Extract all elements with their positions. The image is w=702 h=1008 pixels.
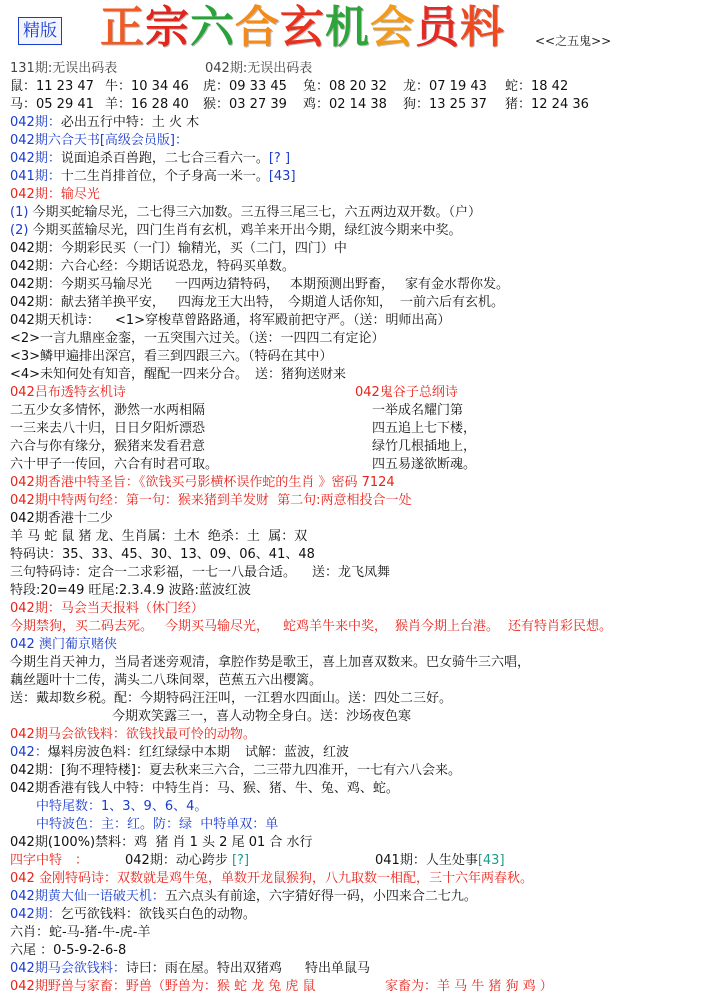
verse-part: 一四两边猜特码， [175,277,280,292]
macau-line [0,672,702,690]
horse-report-part: 猴肖今期上台港。 [395,619,500,634]
tianshu-result: [? ] [268,151,291,166]
title-char: 机 [325,2,370,53]
wong-tai-sin-text: 五六点头有前途，六字猜好得一码，小四来合二七九。 [164,889,477,904]
poem-row [0,420,702,438]
horse-report-line [0,618,702,636]
title-char: 员 [415,2,460,53]
two-lines-line [0,492,702,510]
hk12-poem: 三句特码诗：定合一二求彩福，一七一八最合适。 [10,565,297,580]
title-char: 会 [370,2,415,53]
title-char: 料 [460,2,505,53]
tianshu-entry [10,150,290,168]
hk12-formula: 特码诀：35、33、45、30、13、09、06、41、48 [10,547,315,562]
six-tails-line [0,942,702,960]
tianshu-title-line [0,132,702,150]
hk-decree-line [0,474,702,492]
title-char: 合 [235,2,280,53]
six-zodiac: 六肖：蛇-马-猪-牛-虎-羊 [10,925,151,940]
beggar [10,906,256,924]
code-cell: 狗：13 25 37 [403,97,487,112]
domestic-animals: 家畜为：羊 马 牛 猪 狗 鸡 ） [385,979,553,994]
rich-tail-line [0,798,702,816]
rich-wave-line [0,816,702,834]
poem-titles [0,384,702,402]
beggar-text: 乞丐欲钱料：欲钱买白色的动物。 [60,907,256,922]
xinjing-text: 042期：六合心经：今期话说恐龙，特码买单数。 [10,259,295,274]
item-number: (2) [10,223,29,238]
beasts-line [0,978,702,996]
poem-riddle-label: 042期马会欲钱料： [10,961,126,976]
code-cell: 鼠：11 23 47 [10,79,94,94]
caimin-text: 042期：今期彩民买（一门）输精光，买（二门，四门）中 [10,241,347,256]
six-zodiac-line [0,924,702,942]
tianshu-result: [43] [268,169,296,184]
poem-riddle-extra: 特出单鼠马 [305,961,371,976]
macau-title: 042 澳门葡京赌侠 [10,637,117,652]
code-cell: 羊：16 28 40 [105,97,189,112]
verse-part: 042期：今期买马输尽光 [10,277,152,292]
macau-line [0,690,702,708]
page-subtitle: <<之五鬼>> [535,34,612,48]
shujinguang-title-line [0,186,702,204]
money-riddle: 042期马会欲钱料：欲钱找最可怜的动物。 [10,727,256,742]
issue-label: 042期： [10,907,61,922]
issue-label: 041期： [375,853,426,868]
macau-verse: 今期生肖天神力，当局者迷旁观清，拿腔作势是歌王，喜上加喜双数来。巴女骑牛三六唱， [10,655,531,670]
lubu-poem-verse: 二五少女多情怀，渺然一水两相隔 [10,403,206,418]
guiguzi-poem-verse: 绿竹几根插地上， [372,439,477,454]
four-char-previous [375,852,505,870]
poem-row [0,456,702,474]
issue-label: 041期： [10,169,61,184]
hk12-poem-gift: 送：龙飞凤舞 [312,565,391,580]
lubu-poem-verse: 六合与你有缘分，猴猪来发看君意 [10,439,206,454]
code-cell: 猪：12 24 36 [505,97,589,112]
five-elements [10,114,199,132]
tianshu-entry [10,168,296,186]
tianshu-text: 说面追杀百兽跑，二七合三看六一。 [60,151,269,166]
poem-riddle [10,960,282,978]
four-char-current [125,852,249,870]
shujinguang-text: 今期买蓝输尽光，四门生肖有玄机，鸡羊来开出今期，绿红波今期来中奖。 [28,223,462,238]
title-char: 玄 [280,2,325,53]
poem-row [0,402,702,420]
rich-wave: 中特波色：主：红。防：绿 中特单双：单 [36,817,279,832]
four-char-previous-result: [43] [477,853,505,868]
tianshu-title: 042期六合天书[高级会员版]： [10,133,188,148]
code-table-headings [0,60,702,78]
macau-verse: 今期欢笑露三一，喜人动物全身白。送：沙场夜色寒 [112,709,412,724]
code-table-heading-right: 042期:无误出码表 [205,61,313,76]
horse-report-part: 还有特肖彩民想。 [508,619,613,634]
guiguzi-poem-verse: 四五易遂欲断魂。 [372,457,477,472]
four-char-current-text: 动心跨步 [175,853,232,868]
horse-report-title: 042期：马会当天报料（休门经） [10,601,204,616]
code-cell: 牛：10 34 46 [105,79,189,94]
item-number: (1) [10,205,29,220]
beggar-line [0,906,702,924]
tianji-poem-line [0,312,702,330]
tianji-poem-gift: 送：猪狗送财来 [255,367,347,382]
shujinguang-entry [10,204,481,222]
six-tails: 六尾 ：0-5-9-2-6-8 [10,943,127,958]
wave-color-hint: 试解：蓝波，红波 [245,745,350,760]
horse-report-title-line [0,600,702,618]
vajra-poem: 042 金刚特码诗：双数就是鸡牛兔，单数开龙鼠猴狗，八九取数一相配，三十六年两春秋。 [10,871,533,886]
tianshu-item [0,150,702,168]
guiguzi-poem-verse: 一举成名耀门第 [372,403,464,418]
lubu-poem-title: 042吕布透特玄机诗 [10,385,126,400]
hk12-poem-line [0,564,702,582]
wave-color-text: 爆料房波色料：红红绿绿中本期 [47,745,230,760]
shujinguang-item [0,204,702,222]
code-cell: 鸡：02 14 38 [303,97,387,112]
guiguzi-poem-verse: 四五追上七下楼， [372,421,477,436]
xinjing-line [0,258,702,276]
tianji-poem-verse: <1>穿梭草曾路路通，将军殿前把守严。（送：明师出高） [115,313,451,328]
hk12-segment: 特段:20=49 旺尾:2.3.4.9 波路:蓝波红波 [10,583,251,598]
four-char-separator: ： [75,853,89,868]
macau-verse: 藕丝题叶十二传，满头二八珠间翠，芭蕉五六出樱篱。 [10,673,323,688]
money-riddle-line [0,726,702,744]
code-cell: 虎：09 33 45 [203,79,287,94]
tianshu-item [0,168,702,186]
macau-line [0,654,702,672]
shujinguang-entry [10,222,462,240]
horse-report-part: 蛇鸡羊牛来中奖， [283,619,388,634]
title-char: 正 [100,2,145,53]
issue-label: 042期： [125,853,176,868]
code-cell: 猴：03 27 39 [203,97,287,112]
shujinguang-title: 042期：输尽光 [10,187,100,202]
poem-row [0,438,702,456]
tianji-poem-line [0,366,702,384]
pig-sheep-line [0,294,702,312]
wong-tai-sin-label: 042期黄大仙一语破天机： [10,889,165,904]
rich-title: 042期香港有钱人中特：中特生肖：马、猴、猪、牛、兔、鸡、蛇。 [10,781,399,796]
code-cell: 蛇：18 42 [505,79,569,94]
macau-line [0,708,702,726]
vajra-line [0,870,702,888]
code-table-heading-left: 131期:无误出码表 [10,61,118,76]
edition-badge: 精版 [18,17,62,45]
tianji-poem-label: 042期天机诗： [10,313,100,328]
rich-tail: 中特尾数：1、3、9、6、4。 [36,799,208,814]
goubuli-line [0,762,702,780]
ban-line [0,834,702,852]
lubu-poem-verse: 一三来去八十归，日日夕阳炘漂恐 [10,421,206,436]
issue-label: 042： [10,745,48,760]
issue-label: 042期： [10,115,61,130]
tianji-poem-line [0,348,702,366]
goubuli-text: 042期：[狗不理特楼]：夏去秋来三六合，二三带九四准开，一七有六八会来。 [10,763,461,778]
hk12-segment-line [0,582,702,600]
tianji-poem-verse: <4>未知何处有知音，醒配一四来分合。 [10,367,249,382]
horse-loss-line [0,276,702,294]
title-char: 宗 [145,2,190,53]
code-table-row [0,96,702,114]
wong-tai-sin [10,888,477,906]
guiguzi-poem-title: 042鬼谷子总纲诗 [355,385,458,400]
two-lines-text: 042期中特两句经：第一句：猴来猪到羊发财 第二句:两意相投合一处 [10,493,412,508]
lubu-poem-verse: 六十甲子一传回，六合有时君可取。 [10,457,219,472]
tianji-poem-verse: <3>鳞甲遍排出深宫，看三到四跟三六。（特码在其中） [10,349,333,364]
shujinguang-text: 今期买蛇输尽光，二七得三六加数。三五得三尾三七，六五两边双开数。（户） [28,205,482,220]
wild-beasts: 042期野兽与家畜：野兽（野兽为：猴 蛇 龙 兔 虎 鼠 [10,979,316,994]
four-char-label: 四字中特 [10,853,63,868]
caimin-line [0,240,702,258]
code-cell: 兔：08 20 32 [303,79,387,94]
wong-tai-sin-line [0,888,702,906]
four-char-current-result: [?] [231,853,250,868]
page-title [100,2,505,54]
code-cell: 龙：07 19 43 [403,79,487,94]
hk12-title-line [0,510,702,528]
wave-color-line [0,744,702,762]
shujinguang-item [0,222,702,240]
wave-color [10,744,230,762]
poem-riddle-text: 诗曰：雨在屋。特出双猪鸡 [125,961,282,976]
four-char-line [0,852,702,870]
five-elements-text: 必出五行中特：土 火 木 [60,115,200,130]
verse-part: 042期：献去猪羊换平安， [10,295,165,310]
tianji-poem-verse: <2>一言九鼎座金銮，一五突围六过关。（送：一四四二有定论） [10,331,385,346]
issue-label: 042期： [10,151,61,166]
hk12-title: 042期香港十二少 [10,511,113,526]
hk12-formula-line [0,546,702,564]
ban-text: 042期(100%)禁料：鸡 猪 肖 1 头 2 尾 01 合 水行 [10,835,313,850]
hk12-zodiac-line [0,528,702,546]
hk-decree: 042期香港中特圣旨：《欲钱买弓影横杯误作蛇的生肖 》密码 7124 [10,475,395,490]
hk12-zodiac: 羊 马 蛇 鼠 猪 龙、生肖属：土木 绝杀：土 属：双 [10,529,308,544]
tianji-poem-line [0,330,702,348]
macau-verse: 送：戴却数乡税。配：今期特码汪汪叫，一江碧水四面山。送：四处二三好。 [10,691,453,706]
verse-part: 今期道人话你知， [288,295,393,310]
tianshu-text: 十二生肖排首位，个子身高一米一。 [60,169,269,184]
verse-part: 家有金水帮你发。 [405,277,510,292]
code-cell: 马：05 29 41 [10,97,94,112]
horse-report-part: 今期买马输尽光， [165,619,270,634]
poem-riddle-line [0,960,702,978]
five-elements-line [0,114,702,132]
verse-part: 本期预测出野畜， [290,277,395,292]
verse-part: 一前六后有玄机。 [400,295,505,310]
title-char: 六 [190,2,235,53]
code-table-row [0,78,702,96]
macau-title-line [0,636,702,654]
rich-title-line [0,780,702,798]
four-char-previous-text: 人生处事 [425,853,478,868]
verse-part: 四海龙王大出特， [178,295,283,310]
horse-report-part: 今期禁狗，买二码去死。 [10,619,154,634]
